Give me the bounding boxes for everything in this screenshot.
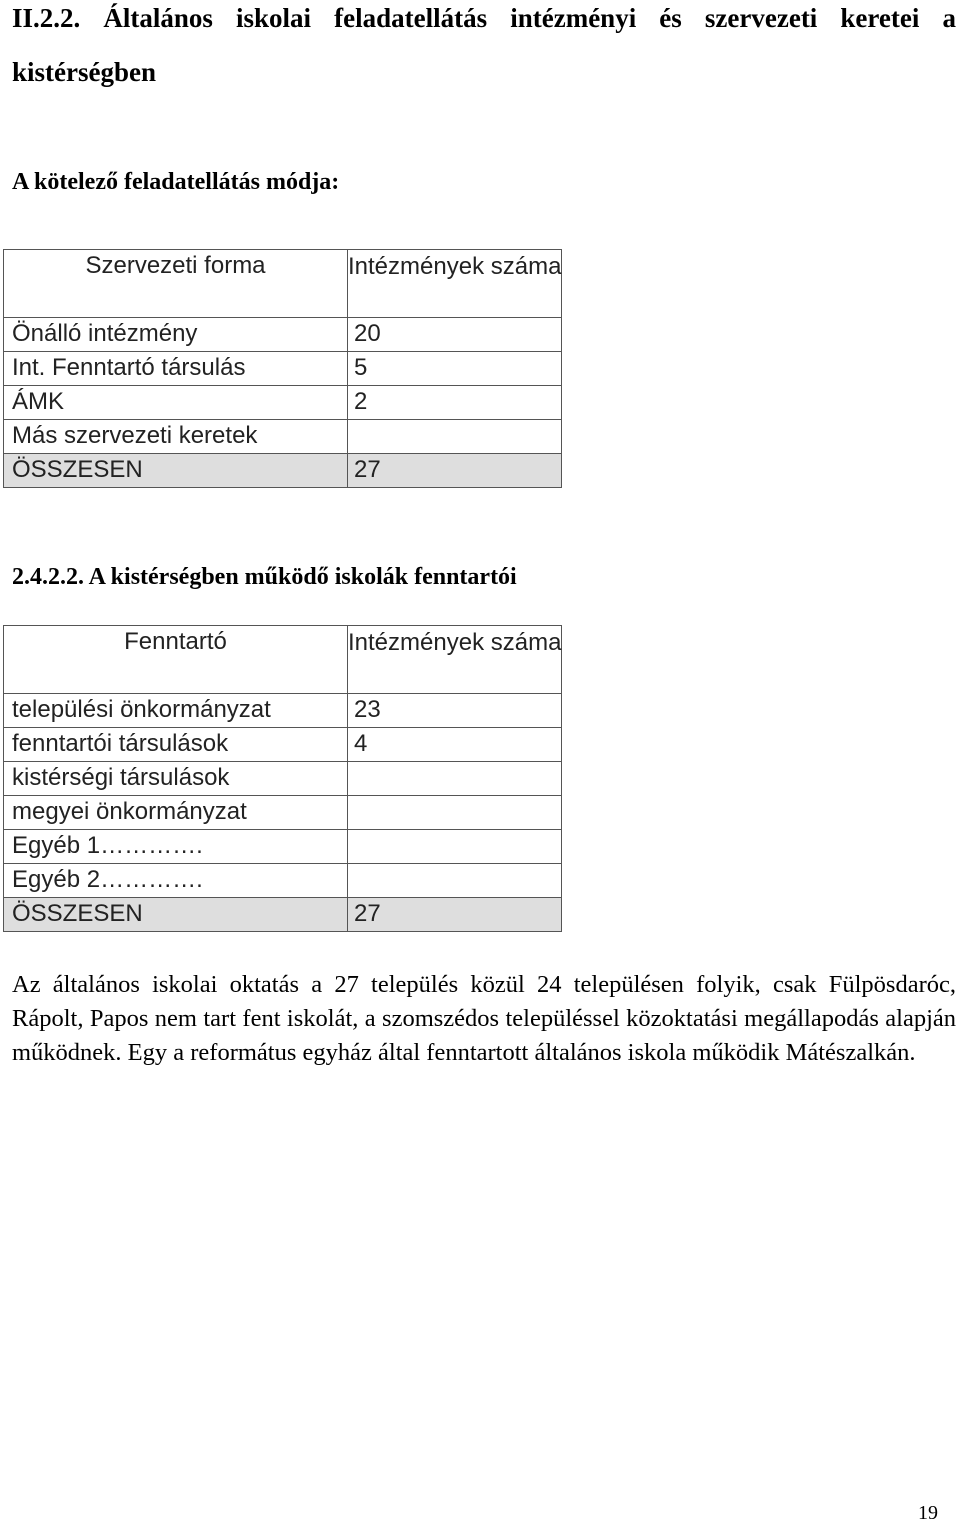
column-header-count: Intézmények száma <box>348 626 562 694</box>
total-label: ÖSSZESEN <box>4 454 348 488</box>
row-value <box>348 420 562 454</box>
row-value: 20 <box>348 318 562 352</box>
row-label: kistérségi társulások <box>4 762 348 796</box>
row-label: Más szervezeti keretek <box>4 420 348 454</box>
maintainers-table <box>3 625 562 932</box>
table-row <box>4 796 562 830</box>
table-row <box>4 728 562 762</box>
total-value: 27 <box>348 898 562 932</box>
total-value: 27 <box>348 454 562 488</box>
table-row <box>4 864 562 898</box>
row-value <box>348 864 562 898</box>
table-row <box>4 762 562 796</box>
total-row <box>4 898 562 932</box>
body-paragraph: Az általános iskolai oktatás a 27 település közül 24 településen folyik, csak Fülpösdaróc, Rápolt, Papos nem tart fent iskolát, a szomszédos településsel közoktatási megállapodás alapján működnek. Egy a református egyház által fenntartott általános iskola működik Mátészalkán. <box>12 971 956 1066</box>
row-value: 23 <box>348 694 562 728</box>
row-label: megyei önkormányzat <box>4 796 348 830</box>
table2-caption: 2.4.2.2. A kistérségben működő iskolák fenntartói <box>12 564 517 590</box>
column-header-maintainer: Fenntartó <box>4 626 348 694</box>
row-label: Egyéb 2…………. <box>4 864 348 898</box>
row-label: Egyéb 1…………. <box>4 830 348 864</box>
column-header-count: Intézmények száma <box>348 250 562 318</box>
table-row <box>4 694 562 728</box>
row-value: 5 <box>348 352 562 386</box>
table-row <box>4 420 562 454</box>
table1-caption: A kötelező feladatellátás módja: <box>12 169 340 195</box>
row-value <box>348 796 562 830</box>
section-heading: II.2.2. Általános iskolai feladatellátás intézményi és szervezeti keretei a kistérségben <box>12 3 956 87</box>
column-header-form: Szervezeti forma <box>4 250 348 318</box>
page-number: 19 <box>918 1502 938 1524</box>
row-value: 4 <box>348 728 562 762</box>
table-row <box>4 386 562 420</box>
row-label: települési önkormányzat <box>4 694 348 728</box>
organization-form-table <box>3 249 562 488</box>
table-row <box>4 830 562 864</box>
total-label: ÖSSZESEN <box>4 898 348 932</box>
row-label: Int. Fenntartó társulás <box>4 352 348 386</box>
row-value <box>348 830 562 864</box>
row-value <box>348 762 562 796</box>
total-row <box>4 454 562 488</box>
table-header-row <box>4 250 562 318</box>
table-header-row <box>4 626 562 694</box>
table-row <box>4 352 562 386</box>
row-value: 2 <box>348 386 562 420</box>
row-label: fenntartói társulások <box>4 728 348 762</box>
row-label: Önálló intézmény <box>4 318 348 352</box>
table-row <box>4 318 562 352</box>
row-label: ÁMK <box>4 386 348 420</box>
